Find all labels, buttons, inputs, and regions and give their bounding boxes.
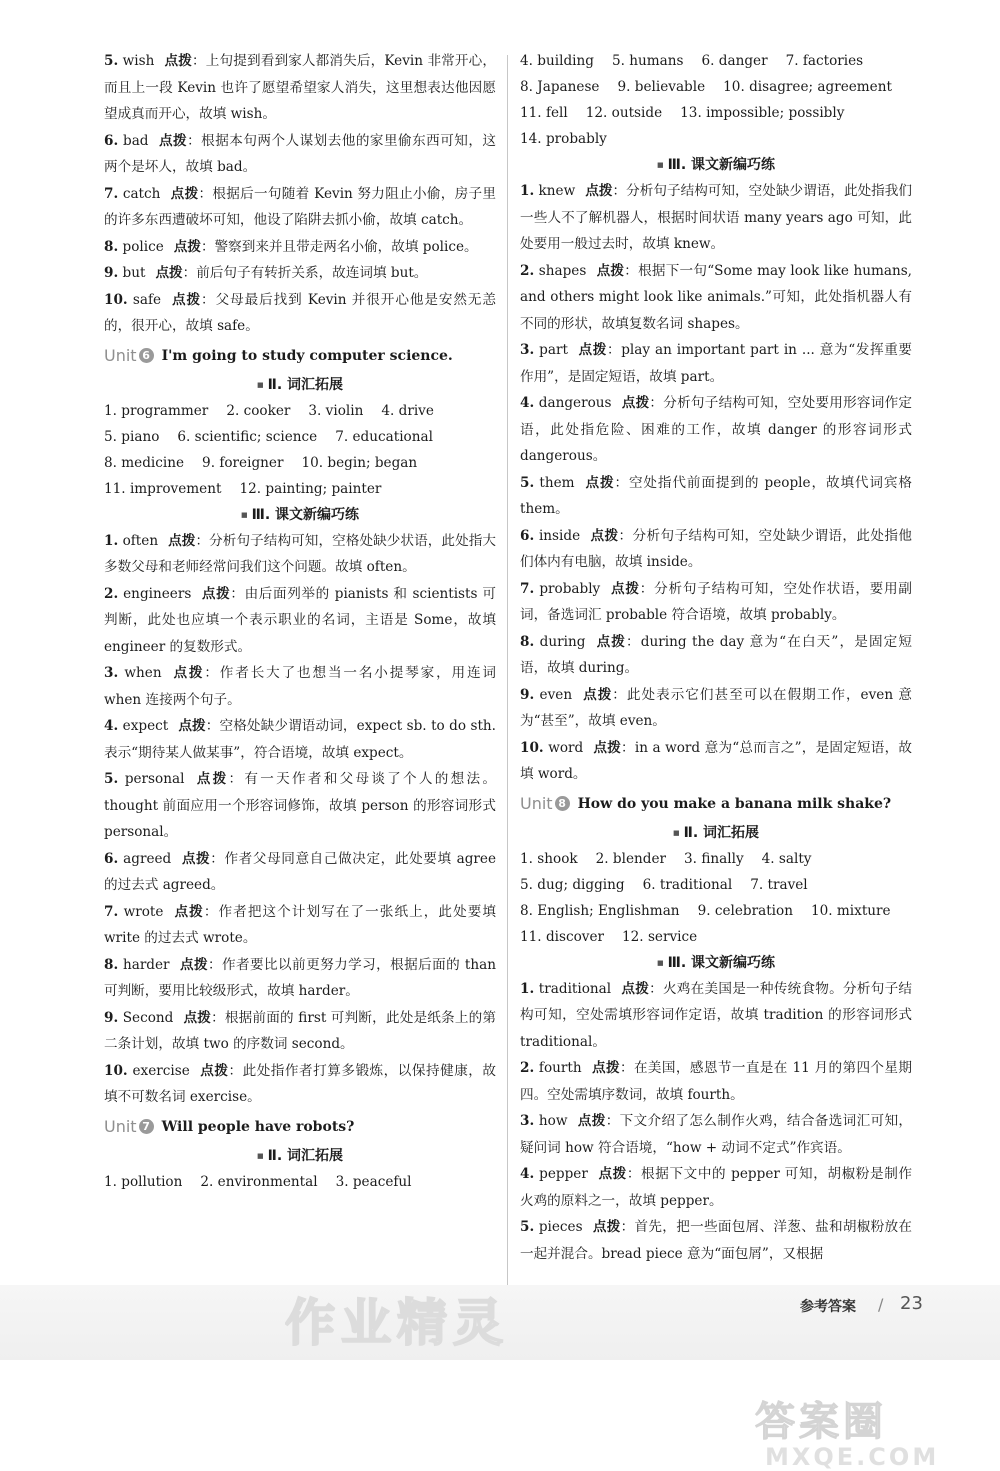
hint-tag: 点拨 (610, 580, 640, 597)
answer-number: 5. (520, 474, 535, 491)
hint-tag: 点拨 (584, 474, 615, 491)
answer-number: 9. (104, 1009, 119, 1026)
answer-item (520, 576, 912, 629)
answer-number: 8. (520, 633, 535, 650)
answer-item (104, 899, 496, 952)
answer-word: harder (122, 956, 170, 973)
answer-word: engineers (123, 585, 192, 602)
section-heading: ■ Ⅲ. 课文新编巧练 (520, 950, 912, 976)
vocab-row (104, 424, 496, 450)
hint-text: ：有一天作者和父母谈了个人的想法。thought 前面应用一个形容词修饰，故填 person 的形容词形式 personal。 (104, 771, 497, 840)
answer-item (104, 128, 496, 181)
vocab-answer: 2. cooker (226, 402, 291, 419)
hint-text: ：火鸡在美国是一种传统食物。分析句子结构可知，空处需填形容词作定语，故填 tradition 的形容词形式 traditional。 (520, 980, 913, 1050)
column-divider (507, 55, 508, 1285)
vocab-row (520, 126, 912, 152)
hint-text: ：during the day 意为“在白天”，是固定短语，故填 during。 (520, 633, 913, 676)
unit-heading (104, 1113, 496, 1141)
watermark-stamp-logo (745, 1395, 995, 1471)
unit-heading (104, 342, 496, 370)
hint-text: ：作者要比以前更努力学习，根据后面的 than 可判断，要用比较级形式，故填 harder。 (104, 956, 496, 999)
answer-number: 1. (104, 532, 119, 549)
vocab-answer: 9. believable (617, 79, 706, 95)
vocab-answer: 11. improvement (104, 480, 222, 497)
hint-text: ：下文介绍了怎么制作火鸡，结合备选词汇可知，疑问词 how 符合语境，“how + 动词不定式”作宾语。 (520, 1113, 913, 1156)
hint-text: ：上句提到看到家人都消失后，Kevin 非常开心，而且上一段 Kevin 也许了愿望希望家人消失，这里想表达他因愿望成真而开心，故填 wish。 (104, 53, 496, 122)
hint-text: ：根据下文中的 pepper 可知，胡椒粉是制作火鸡的原料之一，故填 pepper。 (520, 1166, 913, 1209)
vocab-answer: 9. celebration (697, 902, 793, 919)
vocab-row (520, 846, 912, 872)
answer-item (520, 258, 912, 338)
hint-tag: 点拨 (199, 1062, 229, 1079)
answer-number: 10. (104, 1062, 128, 1079)
hint-tag: 点拨 (168, 532, 196, 549)
answer-number: 2. (520, 1060, 535, 1076)
vocab-answer: 10. mixture (810, 902, 891, 919)
hint-tag: 点拨 (181, 850, 211, 867)
hint-text: ：作者父母同意自己做决定，此处要填 agree 的过去式 agreed。 (104, 850, 497, 893)
hint-text: ：根据前面的 first 可判断，此处是纸条上的第二条计划，故填 two 的序数词 second。 (104, 1009, 496, 1052)
hint-text: ：空处指代前面提到的 people，故填代词宾格 them。 (520, 474, 912, 517)
hint-tag: 点拨 (590, 527, 619, 544)
hint-text: ：作者长大了也想当一名小提琴家，用连词 when 连接两个句子。 (104, 665, 497, 708)
answer-item (104, 846, 496, 899)
answer-number: 6. (104, 850, 119, 867)
hint-text: ：在美国，感恩节一直是在 11 月的第四个星期四。空处需填序数词，故填 fourth。 (520, 1060, 912, 1103)
answer-word: during (539, 633, 586, 650)
vocab-answer: 2. environmental (200, 1173, 318, 1190)
vocab-answer: 6. danger (701, 53, 768, 69)
hint-tag: 点拨 (577, 342, 607, 358)
vocab-answer: 12. painting; painter (239, 480, 382, 497)
answer-item (104, 181, 496, 234)
answer-word: part (539, 342, 568, 358)
vocab-answer: 1. shook (520, 850, 578, 867)
unit-label: Unit (520, 794, 553, 813)
vocab-answer: 12. service (622, 928, 698, 945)
right-column (520, 48, 912, 1267)
vocab-row (520, 924, 912, 950)
hint-tag: 点拨 (591, 1060, 620, 1076)
hint-text: ：根据后一句随着 Kevin 努力阻止小偷，房子里的许多东西遭破坏可知，他设了陷阱去抓小偷，故填 catch。 (104, 185, 497, 228)
hint-tag: 点拨 (592, 1219, 621, 1235)
hint-text: ：空格处缺少谓语动词，expect sb. to do sth. 表示“期待某人做某事”，符合语境，故填 expect。 (104, 718, 496, 761)
hint-text: ：分析句子结构可知，空处作状语，要用副词，备选词汇 probable 符合语境，故填 probably。 (520, 580, 913, 623)
answer-number: 9. (104, 265, 119, 281)
answer-number: 3. (520, 342, 535, 358)
hint-tag: 点拨 (171, 665, 205, 681)
vocab-answer: 7. educational (335, 428, 433, 445)
hint-tag: 点拨 (596, 262, 625, 279)
answer-number: 7. (104, 903, 119, 920)
answer-number: 6. (104, 132, 119, 149)
answer-word: Second (122, 1009, 174, 1026)
answer-item (104, 581, 496, 661)
vocab-answer: 2. blender (595, 850, 667, 867)
section-heading: ■ Ⅱ. 词汇拓展 (104, 372, 496, 398)
answer-word: agreed (123, 850, 172, 867)
vocab-answer: 13. impossible; possibly (680, 105, 845, 121)
answer-item (104, 1005, 496, 1058)
vocab-row (520, 74, 912, 100)
vocab-answer: 3. violin (308, 402, 364, 419)
hint-text: ：警察到来并且带走两名小偷，故填 police。 (200, 238, 478, 255)
hint-tag: 点拨 (170, 185, 199, 202)
answer-word: even (539, 686, 573, 703)
section-heading: ■ Ⅱ. 词汇拓展 (104, 1143, 496, 1169)
hint-text: ：作者把这个计划写在了一张纸上，此处要填 write 的过去式 wrote。 (104, 903, 497, 946)
hint-text: ：此处表示它们甚至可以在假期工作，even 意为“甚至”，故填 even。 (520, 686, 912, 729)
answer-word: them (539, 474, 575, 491)
answer-item (104, 766, 496, 846)
hint-text: ：分析句子结构可知，空处缺少谓语，此处指我们一些人不了解机器人，根据时间状语 many years ago 可知，此处要用一般过去时，故填 knew。 (520, 183, 913, 252)
answer-word: traditional (538, 980, 612, 997)
hint-text: ：由后面列举的 pianists 和 scientists 可判断，此处也应填一个表示职业的名词，主语是 Some，故填 engineer 的复数形式。 (104, 585, 497, 655)
vocab-answer: 3. finally (684, 850, 744, 867)
unit-label: Unit (104, 1117, 137, 1136)
vocab-answer: 11. fell (520, 105, 568, 121)
vocab-answer: 6. traditional (642, 876, 733, 893)
hint-tag: 点拨 (155, 265, 183, 281)
vocab-answer: 5. humans (611, 53, 684, 69)
answer-item (520, 337, 912, 390)
answer-number: 9. (520, 686, 535, 703)
answer-number: 4. (104, 718, 119, 734)
answer-item (104, 713, 496, 766)
answer-number: 1. (520, 980, 535, 997)
answer-number: 5. (104, 53, 119, 69)
hint-text: ：首先，把一些面包屑、洋葱、盐和胡椒粉放在一起并混合。bread piece 意为“面包屑”，又根据 (520, 1219, 913, 1262)
answer-number: 3. (520, 1113, 535, 1129)
answer-item (520, 390, 912, 470)
hint-tag: 点拨 (179, 956, 208, 973)
answer-number: 1. (520, 183, 535, 199)
section-heading: ■ Ⅲ. 课文新编巧练 (104, 502, 496, 528)
answer-word: fourth (538, 1060, 582, 1076)
answer-word: expect (122, 718, 169, 734)
answer-item (104, 48, 496, 128)
answer-number: 6. (520, 527, 535, 544)
vocab-row (104, 476, 496, 502)
hint-tag: 点拨 (173, 903, 204, 920)
vocab-row (104, 450, 496, 476)
watermark-lettering-logo (285, 1290, 525, 1352)
hint-text: ：父母最后找到 Kevin 并很开心他是安然无恙的，很开心，故填 safe。 (104, 291, 497, 334)
hint-text: ：前后句子有转折关系，故连词填 but。 (182, 265, 428, 281)
vocab-answer: 5. dug; digging (520, 876, 625, 893)
hint-tag: 点拨 (173, 238, 201, 255)
hint-tag: 点拨 (597, 1166, 627, 1182)
answer-item (520, 629, 912, 682)
unit-label: Unit (104, 346, 137, 365)
answer-item (520, 1108, 912, 1161)
answer-number: 8. (104, 238, 119, 255)
vocab-answer: 7. travel (750, 876, 808, 893)
answer-number: 4. (520, 395, 535, 411)
answer-word: when (124, 665, 162, 681)
answer-word: word (548, 739, 584, 756)
answer-number: 4. (520, 1166, 535, 1182)
hint-tag: 点拨 (621, 980, 650, 997)
answer-word: dangerous (538, 395, 612, 411)
hint-tag: 点拨 (595, 633, 627, 650)
answer-number: 7. (520, 580, 535, 597)
vocab-answer: 9. foreigner (202, 454, 284, 471)
answer-number: 2. (104, 585, 119, 602)
hint-text: ：分析句子结构可知，空处缺少谓语，此处指他们体内有电脑，故填 inside。 (520, 527, 913, 570)
watermark-stamp-text: 答案圈 (755, 1399, 887, 1445)
answer-number: 5. (520, 1219, 535, 1235)
vocab-answer: 11. discover (520, 928, 604, 945)
vocab-answer: 1. programmer (104, 402, 209, 419)
answer-word: wish (122, 53, 155, 69)
vocab-answer: 10. disagree; agreement (723, 79, 892, 95)
footer-slash: / (878, 1295, 884, 1314)
answer-word: shapes (538, 262, 587, 279)
answer-item (520, 1161, 912, 1214)
vocab-answer: 8. Japanese (520, 79, 600, 95)
answer-number: 8. (104, 956, 119, 973)
answer-word: pepper (539, 1166, 588, 1182)
hint-tag: 点拨 (577, 1113, 606, 1129)
answer-item (104, 660, 496, 713)
answer-number: 3. (104, 665, 119, 681)
unit-title: Will people have robots? (161, 1118, 355, 1135)
hint-tag: 点拨 (621, 395, 650, 411)
hint-tag: 点拨 (158, 132, 188, 149)
answer-item (520, 178, 912, 258)
answer-number: 5. (104, 771, 119, 787)
vocab-row (520, 48, 912, 74)
hint-tag: 点拨 (593, 739, 622, 756)
answer-word: pieces (538, 1219, 583, 1235)
answer-word: bad (123, 132, 149, 149)
hint-text: ：分析句子结构可知，空格处缺少状语，此处指大多数父母和老师经常问我们这个问题。故填 often。 (104, 532, 497, 575)
answer-word: wrote (123, 903, 164, 920)
hint-text: ：此处指作者打算多锻炼，以保持健康，故填不可数名词 exercise。 (104, 1062, 497, 1105)
hint-tag: 点拨 (194, 771, 229, 787)
unit-title: How do you make a banana milk shake? (577, 795, 892, 812)
hint-tag: 点拨 (201, 585, 231, 602)
answer-word: exercise (132, 1062, 190, 1079)
vocab-answer: 8. medicine (104, 454, 185, 471)
hint-tag: 点拨 (164, 53, 193, 69)
hint-tag: 点拨 (171, 291, 202, 308)
answer-item (520, 1055, 912, 1108)
answer-word: often (122, 532, 159, 549)
section-heading: ■ Ⅲ. 课文新编巧练 (520, 152, 912, 178)
vocab-answer: 6. scientific; science (177, 428, 318, 445)
vocab-answer: 4. building (520, 53, 594, 69)
answer-item (104, 287, 496, 340)
answer-word: knew (538, 183, 576, 199)
answer-item (520, 682, 912, 735)
page-number: 23 (900, 1293, 923, 1314)
hint-tag: 点拨 (582, 686, 613, 703)
answer-number: 10. (520, 739, 544, 756)
vocab-answer: 7. factories (785, 53, 864, 69)
vocab-row (104, 398, 496, 424)
hint-tag: 点拨 (183, 1009, 212, 1026)
hint-text: ：play an important part in ... 意为“发挥重要作用”，是固定短语，故填 part。 (520, 342, 913, 385)
answer-word: inside (538, 527, 581, 544)
answer-word: safe (132, 291, 162, 308)
unit-heading (520, 790, 912, 818)
answer-word: but (122, 265, 146, 281)
answer-item (520, 735, 912, 788)
answer-item (520, 1214, 912, 1267)
vocab-answer: 4. salty (761, 850, 812, 867)
vocab-row (520, 872, 912, 898)
answer-item (104, 260, 496, 287)
vocab-row (520, 898, 912, 924)
answer-item (104, 1058, 496, 1111)
answer-number: 7. (104, 185, 119, 202)
vocab-answer: 12. outside (585, 105, 663, 121)
watermark-site-text: MXQE.COM (765, 1443, 940, 1471)
unit-number-badge: 7 (139, 1119, 154, 1134)
answer-item (520, 523, 912, 576)
answer-word: probably (539, 580, 601, 597)
unit-number-badge: 8 (555, 796, 570, 811)
hint-text: ：分析句子结构可知，空处要用形容词作定语，此处指危险、困难的工作，故填 danger 的形容词形式 dangerous。 (520, 395, 912, 464)
answer-item (520, 976, 912, 1056)
unit-number-badge: 6 (139, 348, 154, 363)
vocab-answer: 10. begin; began (301, 454, 418, 471)
vocab-answer: 1. pollution (104, 1173, 183, 1190)
hint-tag: 点拨 (178, 718, 206, 734)
vocab-answer: 14. probably (520, 131, 607, 147)
vocab-answer: 8. English; Englishman (520, 902, 680, 919)
answer-word: catch (122, 185, 161, 202)
answer-item (104, 528, 496, 581)
vocab-row (104, 1169, 496, 1195)
answer-word: personal (124, 771, 185, 787)
hint-text: ：根据下一句“Some may look like humans, and others might look like animals.”可知，此处指机器人有不同的形状，故填复数名词 shapes。 (520, 262, 913, 332)
answer-number: 2. (520, 262, 535, 279)
vocab-answer: 3. peaceful (335, 1173, 412, 1190)
answer-word: how (538, 1113, 568, 1129)
hint-tag: 点拨 (585, 183, 613, 199)
answer-item (104, 952, 496, 1005)
answer-item (104, 234, 496, 261)
vocab-row (520, 100, 912, 126)
hint-text: ：根据本句两个人谋划去他的家里偷东西可知，这两个是坏人，故填 bad。 (104, 132, 497, 175)
footer-label: 参考答案 (800, 1299, 856, 1315)
hint-text: ：in a word 意为“总而言之”，是固定短语，故填 word。 (520, 739, 913, 782)
answer-word: police (122, 238, 164, 255)
watermark-lettering-text: 作业精灵 (285, 1293, 509, 1352)
unit-title: I'm going to study computer science. (161, 347, 453, 364)
vocab-answer: 4. drive (381, 402, 434, 419)
section-heading: ■ Ⅱ. 词汇拓展 (520, 820, 912, 846)
left-column (104, 48, 496, 1195)
answer-number: 10. (104, 291, 128, 308)
answer-item (520, 470, 912, 523)
vocab-answer: 5. piano (104, 428, 160, 445)
